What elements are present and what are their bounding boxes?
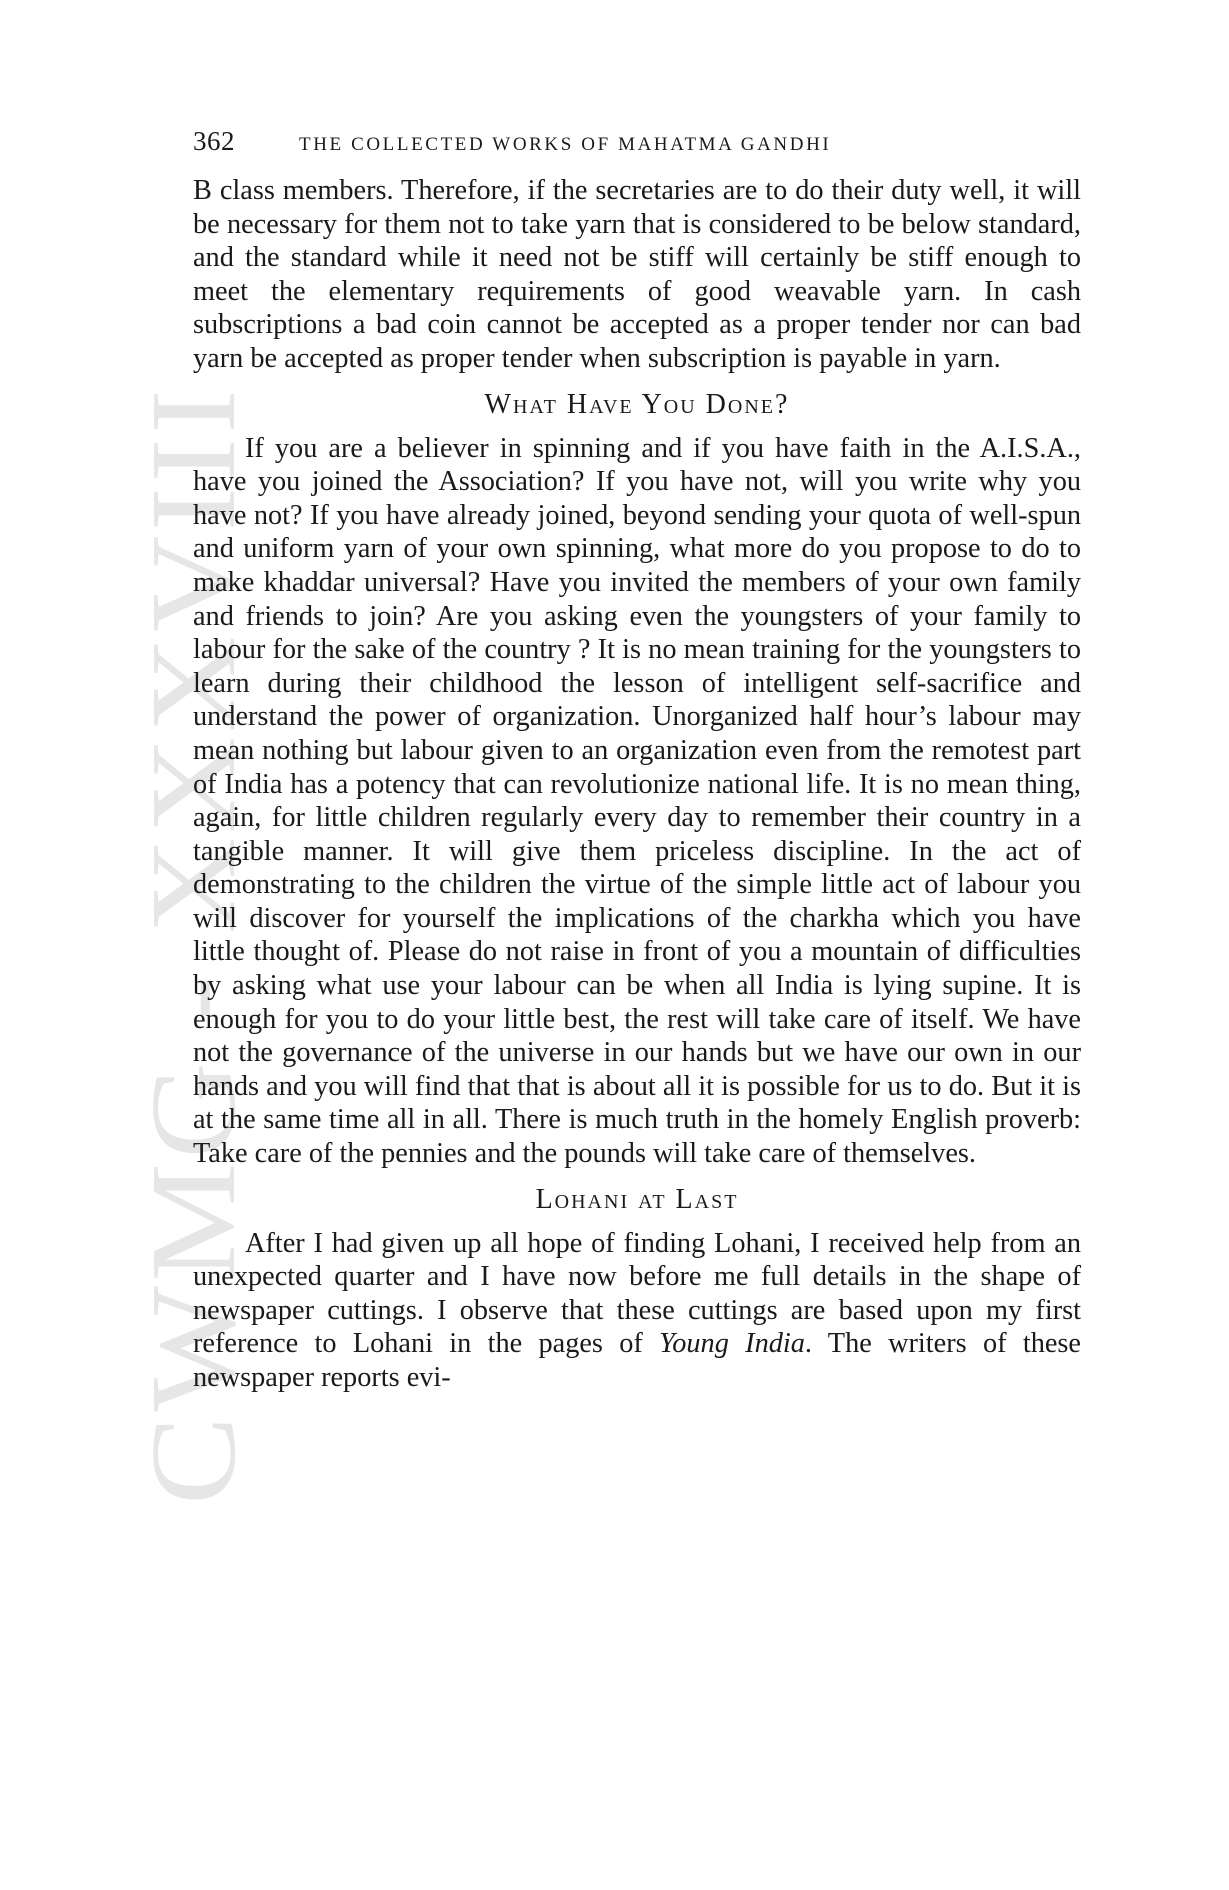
paragraph-lohani-text-end: . The writers of these newspaper reports evi- [193,1328,1081,1393]
publication-title: Young India [659,1328,805,1360]
section-heading-what-have-you-done: What Have You Done? [484,388,790,420]
paragraph-continued: B class members. Therefore, if the secretaries are to do their duty well, it will be necessary for them not to take yarn that is considered to be below standard, and the standard while it need not be stiff will certainly be stiff enough to meet the elementary requirements of good weavable yarn. In cash subscriptions a bad coin cannot be accepted as a proper tender nor can bad yarn be accepted as proper tender when subscription is payable in yarn. [193,175,1081,374]
watermark-text: CWMG - XXXVIII [126,479,261,1505]
page-content [193,126,1081,1395]
paragraph-lohani-text-start: After I had given up all hope of finding Lohani, I received help from an unexpected quarter and I have now before me full details in the shape of newspaper cuttings. I observe that these cuttings are based upon my first reference to Lohani in the pages of [193,1227,1081,1360]
paragraph-what-have-you-done: If you are a believer in spinning and if you have faith in the A.I.S.A., have you joined the Association? If you have not, will you write why you have not? If you have already joined, beyond sending your quota of well-spun and uniform yarn of your own spinning, what more do you propose to do to make khaddar universal? Have you invited the members of your own family and friends to join? Are you asking even the youngsters of your family to labour for the sake of the country ? It is no mean training for the youngsters to learn during their childhood the lesson of intelligent self-sacrifice and understand the power of organization. Unorganized half hour’s labour may mean nothing but labour given to an organization even from the remotest part of India has a potency that can revolutionize national life. It is no mean thing, again, for little children regularly every day to remember their country in a tangible manner. It will give them priceless discipline. In the act of demonstrating to the children the virtue of the simple little act of labour you will discover for yourself the implications of the charkha which you have little thought of. Please do not raise in front of you a mountain of difficulties by asking what use your labour can be when all India is lying supine. It is enough for you to do your little best, the rest will take care of itself. We have not the governance of the universe in our hands but we have our own in our hands and you will find that that is about all it is possible for us to do. But it is at the same time all in all. There is much truth in the homely English proverb: Take care of the pennies and the pounds will take care of themselves. [193,432,1081,1170]
paragraph-lohani [193,1227,1081,1395]
section-heading-lohani-at-last: Lohani at Last [535,1183,739,1215]
page-number: 362 [193,126,235,156]
running-title: THE COLLECTED WORKS OF MAHATMA GANDHI [299,134,832,155]
running-head [193,126,1081,174]
